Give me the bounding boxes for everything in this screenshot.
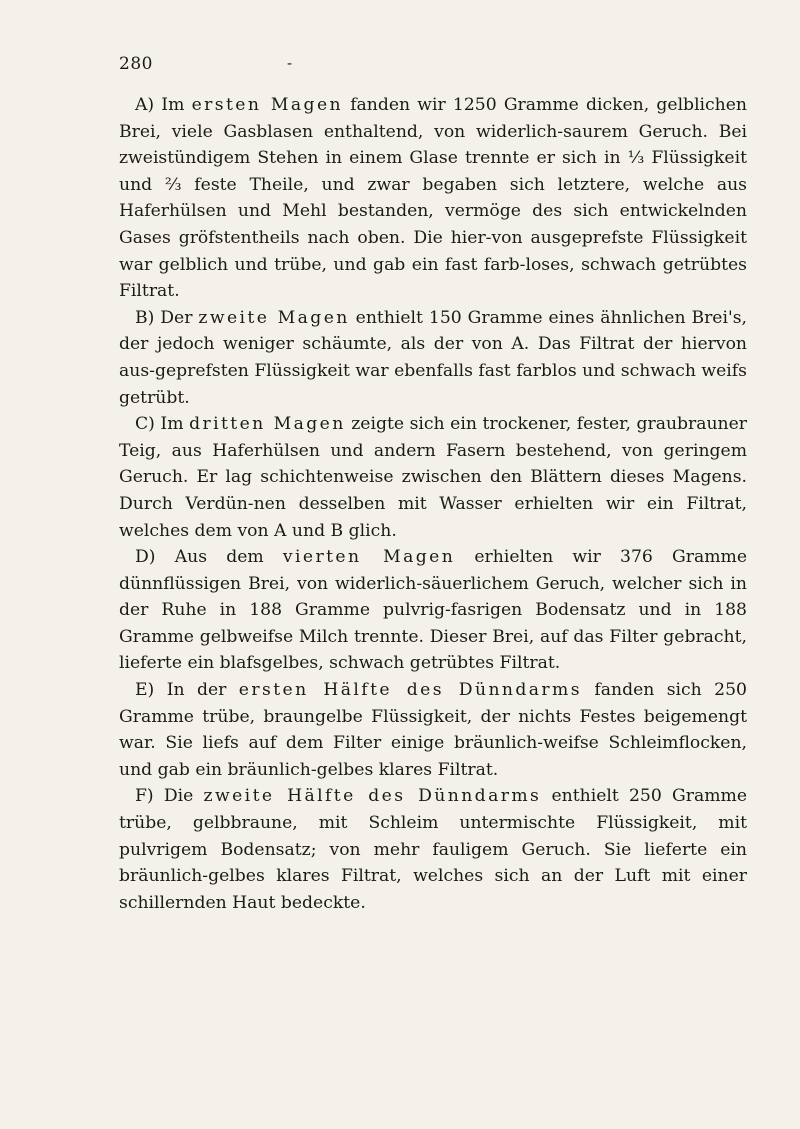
paragraph-f [119,783,747,916]
paragraph-c [119,411,747,544]
paragraph-body: enthielt 150 Gramme eines ähnlichen Brei's, der jedoch weniger schäumte, als der von A. Das Filtrat der hiervon aus-geprefsten Flüssigkeit war ebenfalls fast farblos und schwach weifs getrübt. [119,307,747,408]
page-number: 280 [119,54,153,74]
paragraph-d [119,544,747,677]
spaced-emphasis: dritten Magen [189,414,346,435]
paragraph-body: fanden sich 250 Gramme trübe, braungelbe Flüssigkeit, der nichts Festes beigemengt war. Sie liefs auf dem Filter einige bräunlich-weifse Schleimflocken, und gab ein bräunlich-gelbes klares Filtrat. [119,680,747,780]
paragraph-lead: Die [153,786,204,807]
header-dash: - [287,54,293,72]
body-text [119,92,747,916]
spaced-emphasis: zweite Hälfte des Dünndarms [203,786,542,807]
paragraph-b [119,305,747,411]
spaced-emphasis: ersten Magen [191,95,344,115]
paragraph-label: A) [135,95,155,115]
paragraph-lead: Im [154,414,190,435]
paragraph-label: F) [135,786,154,807]
paragraph-label: E) [135,680,155,701]
spaced-emphasis: ersten Hälfte des Dünndarms [238,680,582,701]
spaced-emphasis: zweite Magen [198,307,350,328]
paragraph-body: enthielt 250 Gramme trübe, gelbbraune, mit Schleim untermischte Flüssigkeit, mit pulvrigem Bodensatz; von mehr fauligem Geruch. Sie lieferte ein bräunlich-gelbes klares Filtrat, welches sich an der Luft mit einer schillernden Haut bedeckte. [119,786,747,913]
paragraph-lead: Der [154,307,199,328]
paragraph-e [119,677,747,783]
paragraph-body: fanden wir 1250 Gramme dicken, gelblichen Brei, viele Gasblasen enthaltend, von widerlich-saurem Geruch. Bei zweistündigem Stehen in einem Glase trennte er sich in ⅓ Flüssigkeit und ⅔ feste Theile, und zwar begaben sich letztere, welche aus Haferhülsen und Mehl bestanden, vermöge des sich entwickelnden Gases gröfstentheils nach oben. Die hier-von ausgeprefste Flüssigkeit war gelblich und trübe, und gab ein fast farb-loses, schwach getrübtes Filtrat. [119,95,747,302]
paragraph-body: zeigte sich ein trockener, fester, graubrauner Teig, aus Haferhülsen und andern Fasern bestehend, von geringem Geruch. Er lag schichtenweise zwischen den Blättern dieses Magens. Durch Verdün-nen desselben mit Wasser erhielten wir ein Filtrat, welches dem von A und B glich. [119,414,748,541]
paragraph-lead: Im [154,95,192,115]
paragraph-body: erhielten wir 376 Gramme dünnflüssigen Brei, von widerlich-säuerlichem Geruch, welcher sich in der Ruhe in 188 Gramme pulvrig-fasrigen Bodensatz und in 188 Gramme gelbweifse Milch trennte. Dieser Brei, auf das Filter gebracht, lieferte ein blafsgelbes, schwach getrübtes Filtrat. [119,547,747,674]
paragraph-lead: In der [154,680,239,701]
spaced-emphasis: vierten Magen [282,547,456,568]
paragraph-label: D) [135,547,156,568]
paragraph-label: B) [135,307,155,328]
paragraph-label: C) [135,414,155,435]
paragraph-lead: Aus dem [155,547,283,568]
paragraph-a [119,92,747,305]
page-header [119,54,719,76]
